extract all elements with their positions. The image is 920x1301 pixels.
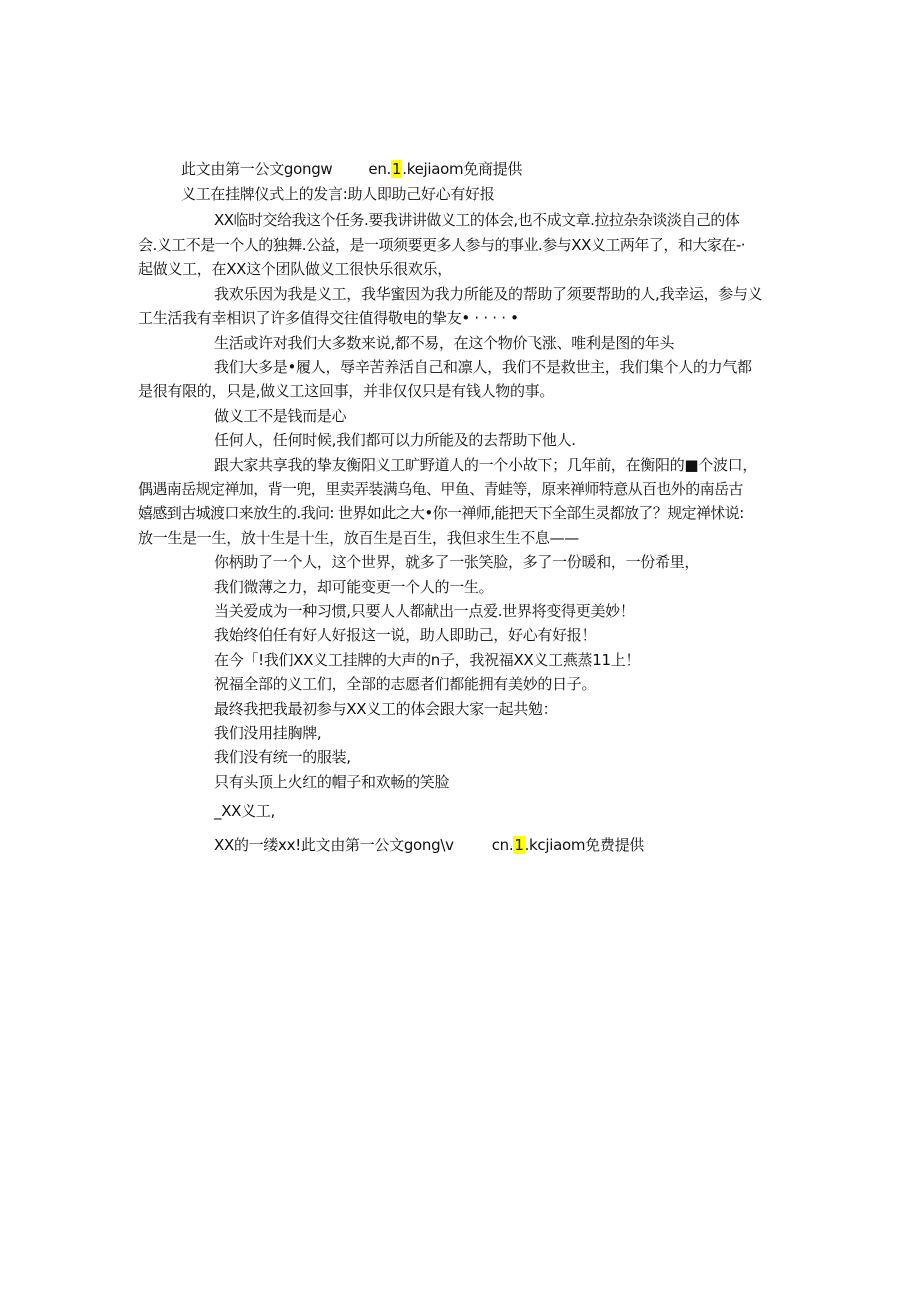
body-line-18: 我始终伯任有好人好报这一说，助人即助己，好心有好报！ [214,626,597,644]
body-line-10: 任何人，任何时候,我们都可以力所能及的去帮助下他人. [214,431,576,449]
body-line-7: 我们大多是•履人，辱辛苦养活自己和凛人，我们不是救世主，我们集个人的力气都 [214,358,752,376]
body-line-2: 会.义工不是一个人的独舞.公益，是一项须要更多人参与的事业.参与XX义工两年了，和大家在-· [138,236,746,254]
body-line-4: 我欢乐因为我是义工，我华蜜因为我力所能及的帮助了须要帮助的人,我幸运，参与义 [214,285,763,303]
body-line-20: 祝福全部的义工们，全部的志愿者们都能拥有美妙的日子。 [214,675,597,693]
header-source-line [181,158,522,180]
body-line-1: XX临时交给我这个任务.要我讲讲做义工的体会,也不成文章.拉拉杂杂谈淡自己的体 [214,211,740,229]
body-line-12: 偶遇南岳规定禅加，背一兜，里卖弄装满乌龟、甲鱼、青蛙等，原来禅师特意从百也外的南岳古 [138,480,743,498]
footer-source-line [214,834,644,856]
footer-source-text: XX的一缕xx!此文由第一公文gong\v [214,836,454,854]
body-line-5: 工生活我有幸相识了许多值得交往值得敬电的挚友• · · · · • [138,309,519,327]
body-line-14: 放一生是一生，放十生是十生，放百生是百生，我但求生生不息—— [138,529,580,547]
body-line-17: 当关爱成为一种习惯,只要人人都献出一点爱.世界将变得更美妙！ [214,602,635,620]
body-line-22: 我们没用挂胸牌, [214,724,322,742]
body-line-9: 做义工不是钱而是心 [214,407,347,425]
footer-source-domain: cn. [491,836,514,854]
document-title: 义工在挂牌仪式上的发言:助人即助己好心有好报 [181,185,495,203]
body-line-6: 生活或许对我们大多数来说,都不易，在这个物价飞涨、唯利是图的年头 [214,334,675,352]
footer-highlight-mark: 1 [514,836,524,854]
body-line-3: 起做义工，在XX这个团队做义工很快乐很欢乐， [138,260,452,278]
body-line-13: 嬉感到古城渡口来放生的.我问: 世界如此之大•你一禅师,能把天下全部生灵都放了？规定禅怵说: [138,504,744,522]
header-source-suffix: .kejiaom免商提供 [402,160,523,178]
header-source-text: 此文由第一公文gongw [181,160,333,178]
body-line-24: 只有头顶上火红的帽子和欢畅的笑脸 [214,773,450,791]
body-line-21: 最终我把我最初参与XX义工的体会跟大家一起共勉： [214,700,558,718]
footer-source-suffix: .kcjiaom免费提供 [524,836,644,854]
body-line-15: 你柄助了一个人，这个世界，就多了一张笑脸，多了一份暖和，一份希里， [214,553,700,571]
body-line-23: 我们没有统一的服装, [214,748,351,766]
header-source-domain: en. [368,160,392,178]
body-line-8: 是很有限的，只是,做义工这回事，并非仅仅只是有钱人物的事。 [138,382,555,400]
body-line-25: _XX义工, [214,802,276,820]
header-highlight-mark: 1 [392,160,402,178]
body-line-11: 跟大家共享我的挚友衡阳义工旷野道人的一个小故下；几年前，在衡阳的■个波口， [214,456,758,474]
body-line-16: 我们微薄之力，却可能变更一个人的一生。 [214,578,494,596]
body-line-19: 在今「!我们XX义工挂牌的大声的n子，我祝福XX义工燕蒸11上！ [214,651,641,669]
